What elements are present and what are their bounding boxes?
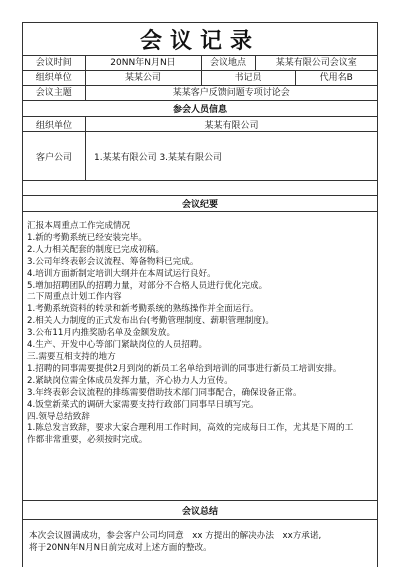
minutes-line: 5.增加招聘团队的招聘力量，对部分不合格人员进行优化完成。 — [27, 280, 268, 291]
client-company-label: 客户公司 — [23, 132, 86, 180]
minutes-line: 3.公布11月内推奖励名单及金额发放。 — [27, 328, 176, 339]
attendee-org-label: 组织单位 — [23, 117, 86, 131]
minutes-line: 二下周重点计划工作内容 — [27, 292, 122, 303]
org-label: 组织单位 — [23, 71, 85, 86]
topic-label: 会议主题 — [23, 86, 85, 101]
place-label: 会议地点 — [201, 56, 255, 71]
minutes-line: 4.生产、开发中心等部门紧缺岗位的人员招聘。 — [27, 340, 208, 351]
info-row-org — [23, 71, 377, 86]
minutes-line: 3.公司年终表彰会议流程、筹备物料已完成。 — [27, 256, 199, 267]
recorder-label: 书记员 — [201, 71, 295, 86]
minutes-line: 1.考勤系统资料的转录和新考勤系统的熟练操作并全面运行。 — [27, 304, 259, 315]
summary-line: 本次会议圆满成功，参会客户公司均同意 xx 方提出的解决办法 xx方承诺, — [29, 531, 322, 541]
org-value: 某某公司 — [85, 71, 201, 86]
document-title: 会议记录 — [23, 23, 377, 56]
minutes-line: 三.需要互相支持的地方 — [27, 351, 116, 362]
minutes-line: 4.培训方面新制定培训大纲并在本周试运行良好。 — [27, 268, 216, 279]
minutes-line: 2.相关人力制度的正式发布出台(考勤管理制度、薪职管理制度)。 — [27, 316, 274, 327]
minutes-line: 3.年终表彰会议流程的排练需要借助技术部门同事配合，确保设备正常。 — [27, 387, 302, 398]
minutes-line: 1.招聘的同事需要提供2月到岗的新员工名单给到培训的同事进行新员工培训安排。 — [27, 363, 342, 374]
minutes-line: 1.新的考勤系统已经安装完毕。 — [27, 232, 147, 243]
summary-body — [23, 520, 377, 554]
attendees-section-title: 参会人员信息 — [23, 101, 377, 117]
minutes-line: 2.紧缺岗位需全体成员发挥力量，齐心协力人力宣传。 — [27, 375, 233, 386]
minutes-line: 2.人力相关配套的制度已完成初稿。 — [27, 244, 165, 255]
info-row-time — [23, 56, 377, 71]
minutes-line: 1.陈总发言致辞，要求大家合理利用工作时间，高效的完成每日工作，尤其是下周的工 — [27, 423, 354, 434]
minutes-section-title: 会议纪要 — [23, 196, 377, 212]
meeting-record-form — [22, 22, 378, 567]
minutes-line: 作都非常重要，必须按时完成。 — [27, 435, 148, 446]
place-value: 某某有限公司会议室 — [255, 56, 377, 71]
topic-value: 某某客户反馈问题专项讨论会 — [85, 86, 377, 101]
summary-section-title: 会议总结 — [23, 501, 377, 520]
minutes-line: 四.领导总结致辞 — [27, 411, 90, 422]
summary-line: 将于20NN年N月N日前完成对上述方面的整改。 — [29, 543, 212, 553]
client-company-value: 1.某某有限公司 3.某某有限公司 — [94, 152, 223, 163]
time-label: 会议时间 — [23, 56, 85, 71]
minutes-body — [23, 212, 377, 501]
time-value: 20NN年N月N日 — [85, 56, 201, 71]
recorder-value: 代用名B — [295, 71, 377, 86]
attendee-org-value: 某某有限公司 — [204, 120, 259, 131]
client-company-row — [23, 132, 377, 181]
info-row-topic — [23, 86, 377, 101]
minutes-line: 4.饭堂新菜式的调研大家需要支持行政部门同事早日填写完。 — [27, 399, 259, 410]
blank-row — [23, 181, 377, 196]
minutes-line: 汇报本周重点工作完成情况 — [27, 221, 131, 231]
attendee-org-row — [23, 117, 377, 132]
meeting-info-table — [23, 56, 377, 101]
